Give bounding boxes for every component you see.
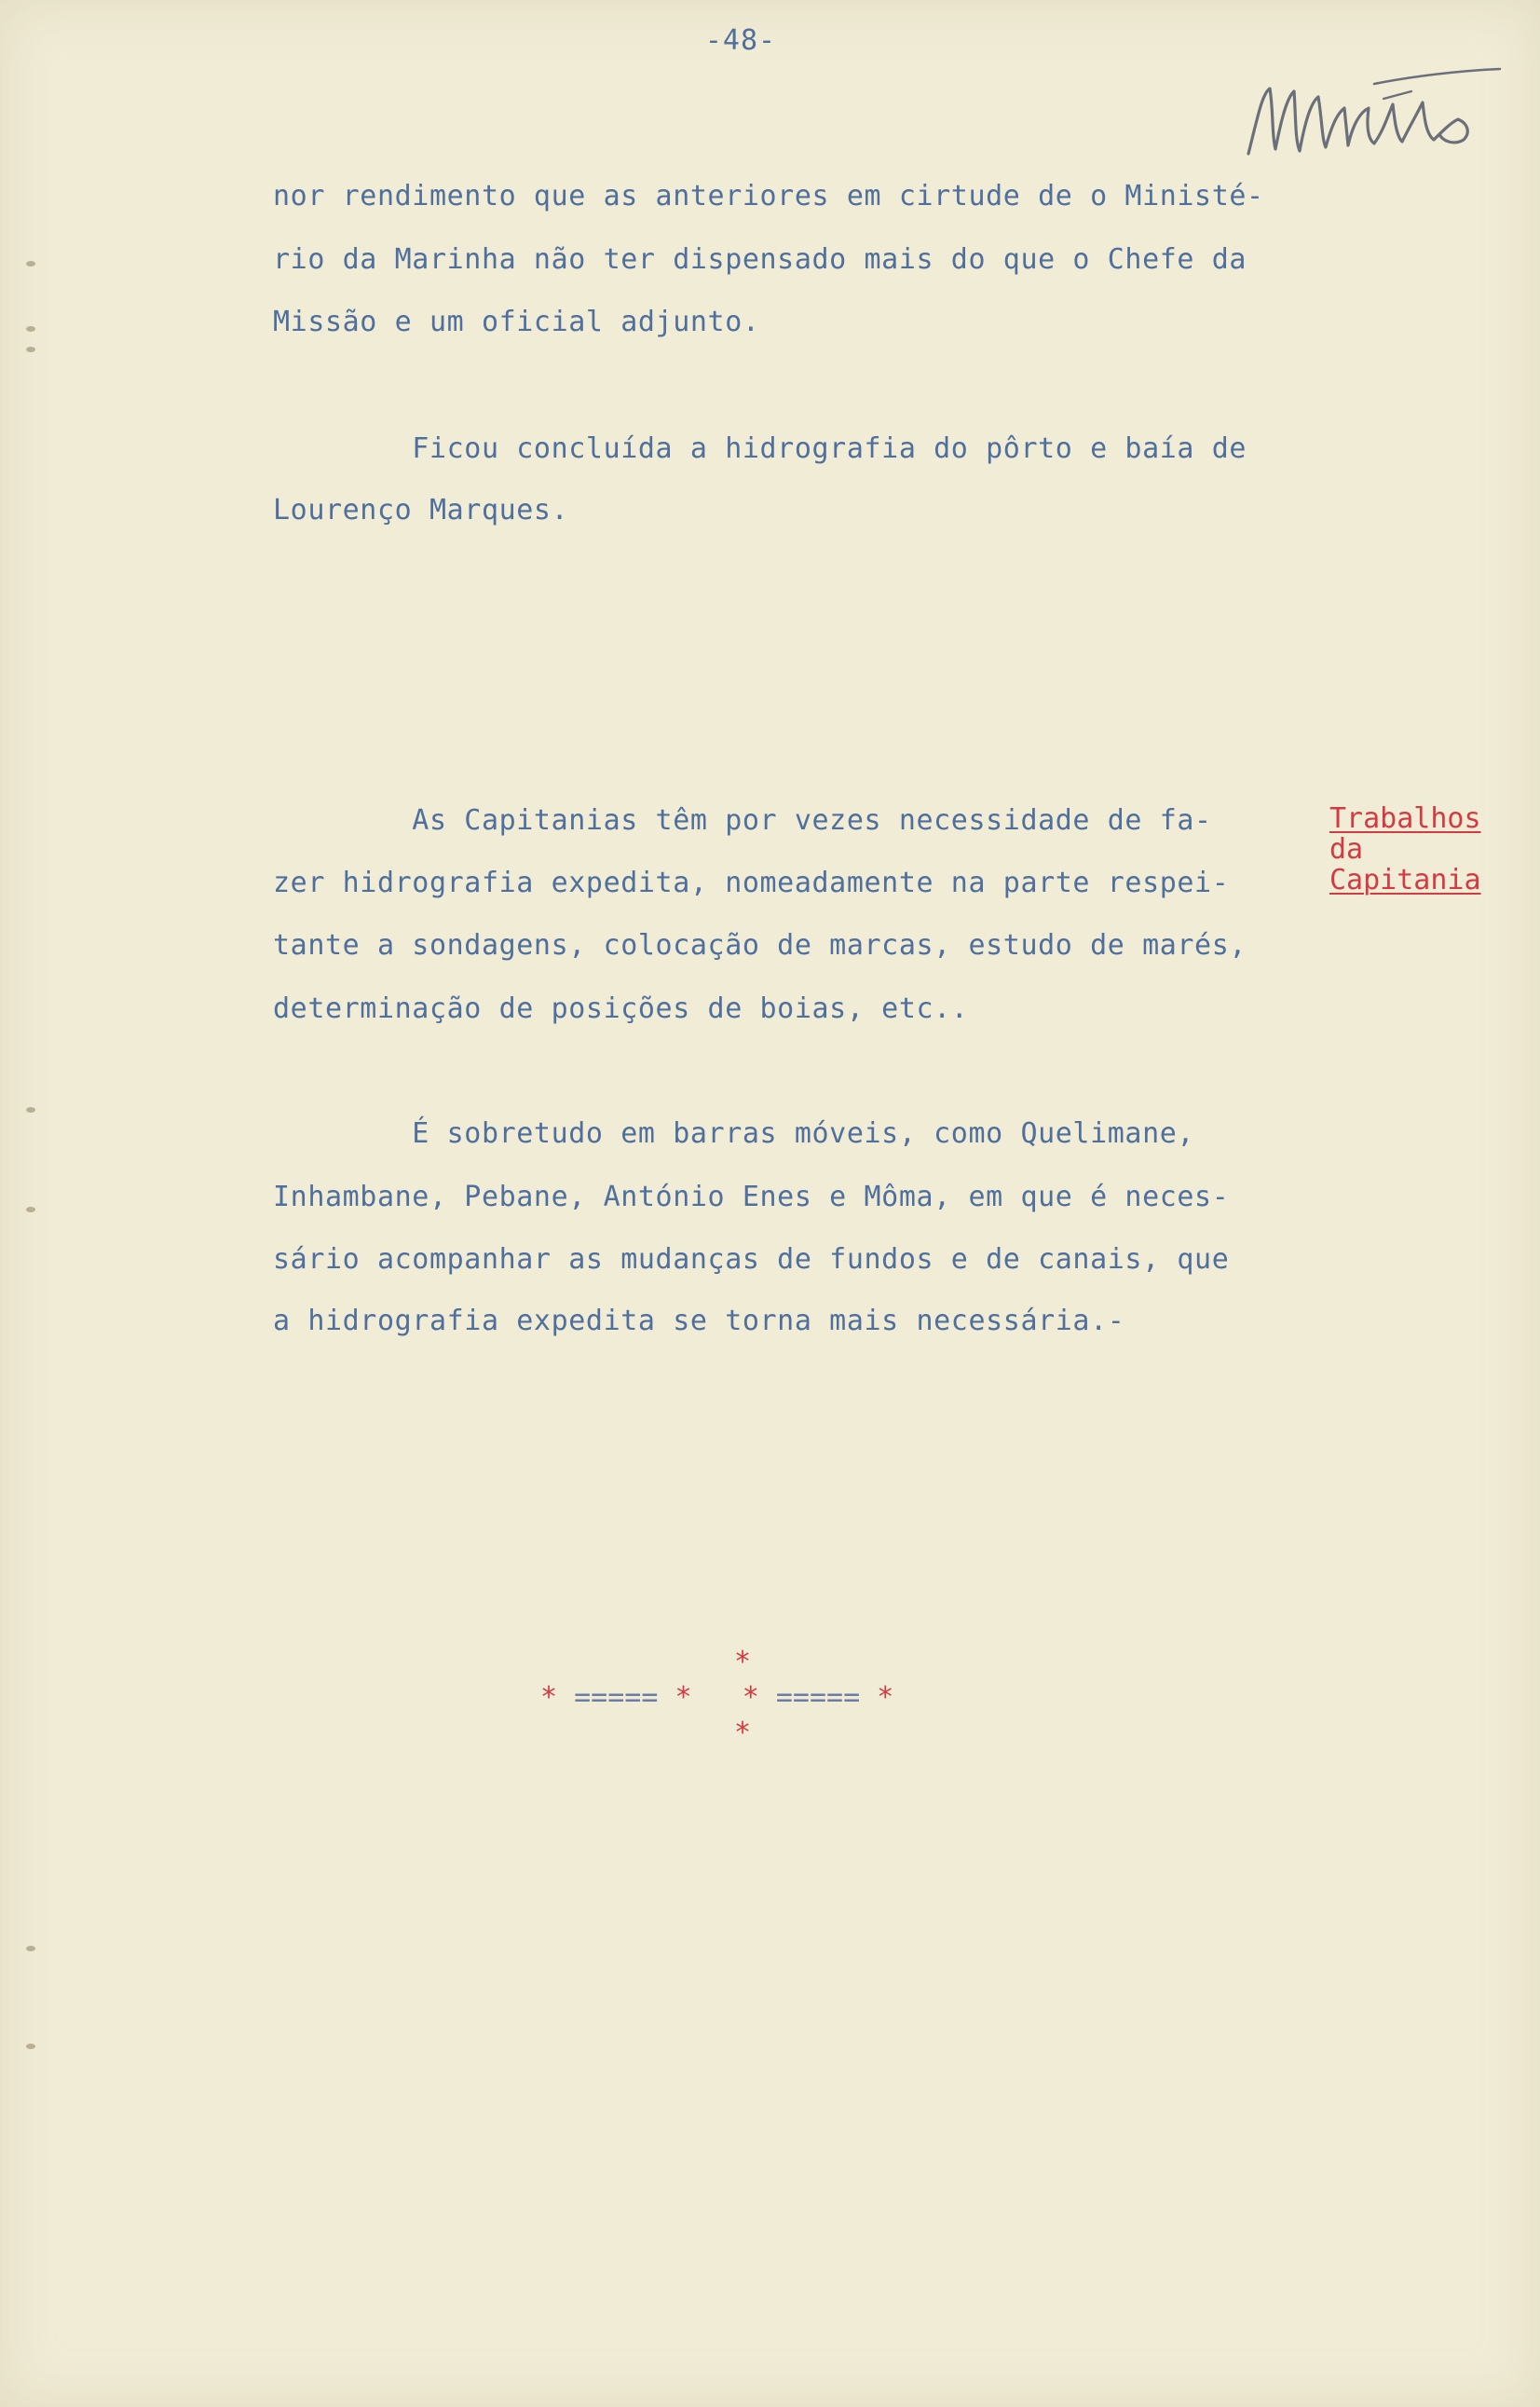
margin-note-line: Capitania: [1329, 864, 1481, 896]
margin-note: [1329, 803, 1506, 896]
ornament-star-icon: *: [734, 1646, 752, 1678]
text-line: zer hidrografia expedita, nomeadamente na parte respei-: [273, 867, 1230, 899]
ornament-rule: =====: [775, 1681, 861, 1714]
ornament-star-icon: *: [734, 1716, 752, 1749]
handwritten-signature: [1244, 65, 1505, 177]
text-line: determinação de posições de boias, etc..: [273, 992, 969, 1025]
binding-hole-mark: [26, 261, 35, 267]
ornament-rule: =====: [574, 1681, 659, 1714]
binding-hole-mark: [26, 326, 35, 332]
ornament-star-icon: *: [675, 1681, 692, 1714]
text-line: Missão e um oficial adjunto.: [273, 306, 760, 338]
binding-hole-mark: [26, 2044, 35, 2049]
text-line: nor rendimento que as anteriores em cirtude de o Ministé-: [273, 180, 1264, 212]
ornament-star-icon: *: [877, 1681, 894, 1714]
text-line: tante a sondagens, colocação de marcas, estudo de marés,: [273, 929, 1247, 962]
binding-hole-mark: [26, 347, 35, 352]
ornament-star-icon: *: [540, 1681, 558, 1714]
text-line: sário acompanhar as mudanças de fundos e de canais, que: [273, 1243, 1230, 1276]
closing-ornament: [540, 1640, 960, 1752]
ornament-row: [540, 1681, 950, 1714]
ornament-star-icon: *: [742, 1681, 759, 1714]
text-line: Ficou concluída a hidrografia do pôrto e baía de: [273, 432, 1247, 465]
margin-note-line: Trabalhos: [1329, 802, 1481, 835]
text-line: rio da Marinha não ter dispensado mais do que o Chefe da: [273, 243, 1247, 276]
text-line: Inhambane, Pebane, António Enes e Môma, em que é neces-: [273, 1181, 1230, 1213]
text-line: a hidrografia expedita se torna mais necessária.-: [273, 1305, 1125, 1337]
text-line: As Capitanias têm por vezes necessidade de fa-: [273, 804, 1212, 837]
text-line: É sobretudo em barras móveis, como Quelimane,: [273, 1117, 1195, 1150]
text-line: Lourenço Marques.: [273, 494, 569, 527]
margin-note-line: da: [1329, 833, 1364, 866]
binding-hole-mark: [26, 1207, 35, 1212]
binding-hole-mark: [26, 1107, 35, 1113]
binding-hole-mark: [26, 1946, 35, 1951]
page-number: -48-: [704, 24, 777, 57]
